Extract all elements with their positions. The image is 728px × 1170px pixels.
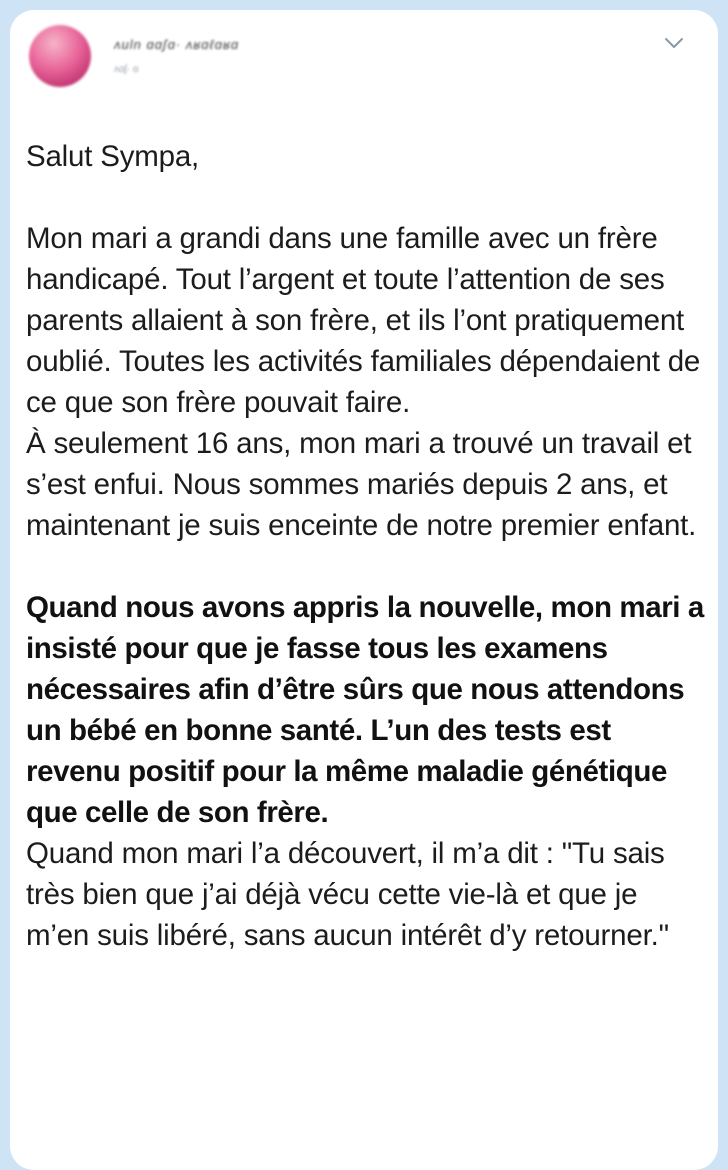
author-handle: ʌɑʃ· ɑ — [114, 64, 139, 75]
paragraph-intro: Mon mari a grandi dans une famille avec un frère handicapé. Tout l’argent et toute l’attention de ses parents allaient à son frère, et ils l’ont pratiquement oublié. Toutes les activités familiales dépendaient de ce que son frère pouvait faire. — [26, 222, 701, 419]
author-name[interactable]: ʌuln ɑɑʃɑ· ʌʁɑℓɑʁɑ — [114, 38, 240, 52]
tweet-card — [10, 10, 718, 1170]
paragraph-quote: Quand mon mari l’a découvert, il m’a dit : "Tu sais très bien que j’ai déjà vécu cette vie-là et que je m’en suis libéré, sans aucun intérêt d’y retourner." — [26, 837, 669, 952]
chevron-down-icon[interactable] — [664, 36, 684, 50]
paragraph-marriage: À seulement 16 ans, mon mari a trouvé un travail et s’est enfui. Nous sommes mariés depuis 2 ans, et maintenant je suis enceinte de notre premier enfant. — [26, 427, 697, 542]
tweet-text — [26, 136, 706, 956]
avatar[interactable] — [29, 25, 91, 87]
paragraph-bold: Quand nous avons appris la nouvelle, mon mari a insisté pour que je fasse tous les examens nécessaires afin d’être sûrs que nous attendons un bébé en bonne santé. L’un des tests est revenu positif pour la même maladie génétique que celle de son frère. — [26, 591, 704, 829]
greeting: Salut Sympa, — [26, 140, 200, 173]
